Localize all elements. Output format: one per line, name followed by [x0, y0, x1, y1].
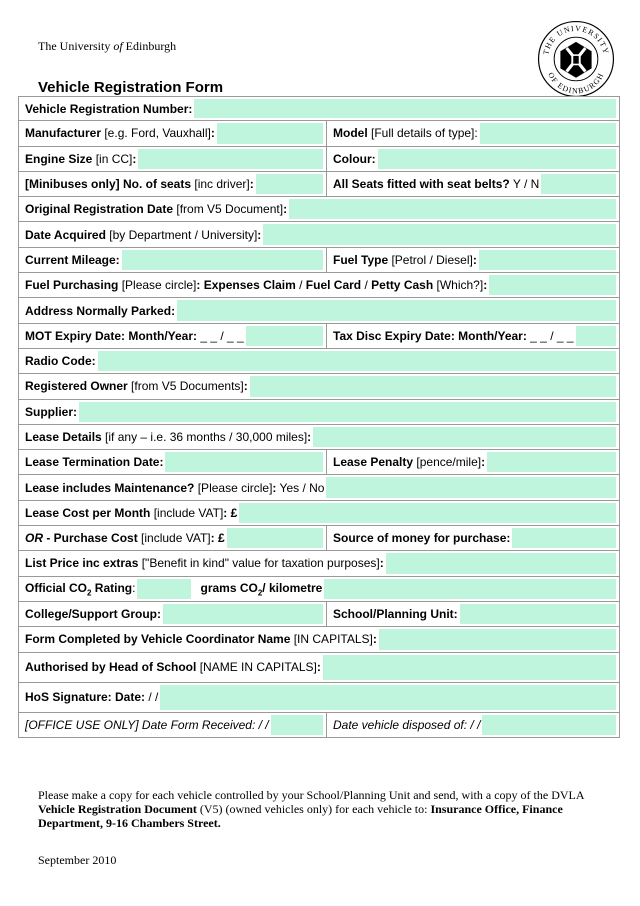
- row-engine: [18, 147, 620, 172]
- tax-disc-expiry-field[interactable]: [576, 326, 616, 346]
- university-seal-icon: [537, 20, 615, 98]
- vehicle-registration-form: [18, 96, 620, 738]
- row-supplier: [18, 400, 620, 425]
- row-co2: [18, 577, 620, 602]
- co2-rating-field[interactable]: [137, 579, 191, 599]
- label-hos-signature: HoS Signature: Date: / /: [25, 690, 159, 705]
- label-office-use: [OFFICE USE ONLY] Date Form Received: / /: [25, 717, 269, 732]
- label-model: Model [Full details of type]:: [333, 126, 478, 141]
- label-college: College/Support Group:: [25, 607, 161, 622]
- label-lease-penalty: Lease Penalty [pence/mile]:: [333, 455, 486, 470]
- mot-expiry-field[interactable]: [246, 326, 323, 346]
- row-lease-maintenance: [18, 475, 620, 500]
- label-lease-termination: Lease Termination Date:: [25, 455, 164, 470]
- registered-owner-field[interactable]: [250, 376, 616, 396]
- label-fuel-type: Fuel Type [Petrol / Diesel]:: [333, 252, 477, 267]
- row-lease-cost: [18, 501, 620, 526]
- label-manufacturer: Manufacturer [e.g. Ford, Vauxhall]:: [25, 126, 215, 141]
- label-lease-details: Lease Details [if any – i.e. 36 months / 30,000 miles]:: [25, 430, 312, 444]
- label-mileage: Current Mileage:: [25, 252, 120, 267]
- head-of-school-field[interactable]: [323, 655, 616, 680]
- lease-termination-field[interactable]: [165, 452, 323, 472]
- coordinator-name-field[interactable]: [379, 629, 616, 649]
- row-registered-owner: [18, 374, 620, 399]
- label-seats: [Minibuses only] No. of seats [inc driver]:: [25, 177, 254, 192]
- label-engine-size: Engine Size [in CC]:: [25, 151, 137, 166]
- engine-size-field[interactable]: [138, 149, 323, 169]
- label-coordinator: Form Completed by Vehicle Coordinator Name [IN CAPITALS]:: [25, 632, 377, 647]
- label-original-reg-date: Original Registration Date [from V5 Document]:: [25, 202, 288, 217]
- fuel-purchasing-field[interactable]: [489, 275, 616, 295]
- radio-code-field[interactable]: [98, 351, 616, 371]
- row-mileage: [18, 248, 620, 273]
- row-list-price: [18, 551, 620, 576]
- label-address: Address Normally Parked:: [25, 303, 176, 318]
- label-co2-rating: Official $CO_2$ Rating:: [25, 580, 136, 597]
- seats-field[interactable]: [256, 174, 323, 194]
- fuel-type-field[interactable]: [479, 250, 616, 270]
- row-seats: [18, 172, 620, 197]
- row-fuel-purchasing: [18, 273, 620, 298]
- label-list-price: List Price inc extras ["Benefit in kind" value for taxation purposes]:: [25, 556, 384, 571]
- label-date-disposed: Date vehicle disposed of: / /: [333, 717, 481, 732]
- seat-belts-field[interactable]: [541, 174, 616, 194]
- mileage-field[interactable]: [122, 250, 323, 270]
- supplier-field[interactable]: [79, 402, 616, 422]
- label-date-acquired: Date Acquired [by Department / University]:: [25, 227, 262, 242]
- label-mot-expiry: MOT Expiry Date: Month/Year: _ _ / _ _: [25, 328, 244, 343]
- lease-maintenance-field[interactable]: [326, 477, 616, 497]
- vehicle-reg-number-field[interactable]: [194, 99, 616, 118]
- co2-notes-field[interactable]: [324, 579, 616, 599]
- row-date-acquired: [18, 222, 620, 247]
- label-lease-maintenance: Lease includes Maintenance? [Please circle]: Yes / No: [25, 480, 325, 495]
- label-registered-owner: Registered Owner [from V5 Documents]:: [25, 379, 248, 394]
- label-supplier: Supplier:: [25, 404, 78, 419]
- purchase-cost-field[interactable]: [227, 528, 323, 548]
- row-coordinator: [18, 627, 620, 652]
- school-field[interactable]: [460, 604, 616, 624]
- label-purchase-cost: OR - Purchase Cost [include VAT]: £: [25, 531, 225, 546]
- label-radio-code: Radio Code:: [25, 354, 96, 369]
- college-field[interactable]: [163, 604, 323, 624]
- label-tax-disc-expiry: Tax Disc Expiry Date: Month/Year: _ _ / _ _: [333, 328, 574, 343]
- row-mot: [18, 324, 620, 349]
- form-title: Vehicle Registration Form: [38, 79, 224, 96]
- row-manufacturer: [18, 121, 620, 146]
- label-source-of-money: Source of money for purchase:: [333, 531, 511, 546]
- svg-text:OF EDINBURGH: OF EDINBURGH: [546, 70, 606, 96]
- label-reg-number: Vehicle Registration Number:: [25, 101, 193, 116]
- label-fuel-purchasing: Fuel Purchasing [Please circle]: Expenses Claim / Fuel Card / Petty Cash [Which?]:: [25, 278, 488, 293]
- address-field[interactable]: [177, 300, 616, 320]
- row-office-use: [18, 713, 620, 738]
- row-hos-signature: [18, 683, 620, 713]
- row-lease-termination: [18, 450, 620, 475]
- svg-text:THE UNIVERSITY: THE UNIVERSITY: [541, 23, 611, 56]
- row-original-reg-date: [18, 197, 620, 222]
- hos-signature-field[interactable]: [160, 685, 616, 710]
- instructions-note: Please make a copy for each vehicle controlled by your School/Planning Unit and send, with a copy of the DVLA Vehicle Registration Document (V5) (owned vehicles only) for each vehicle to: Insurance Office, Finance Department, 9-16 Chambers Street.: [38, 788, 584, 830]
- row-head-of-school: [18, 653, 620, 683]
- label-seat-belts: All Seats fitted with seat belts? Y / N: [333, 177, 540, 192]
- lease-penalty-field[interactable]: [487, 452, 616, 472]
- row-purchase-cost: [18, 526, 620, 551]
- source-of-money-field[interactable]: [512, 528, 616, 548]
- row-radio-code: [18, 349, 620, 374]
- row-college-school: [18, 602, 620, 627]
- university-name: The University of Edinburgh: [38, 39, 177, 53]
- label-colour: Colour:: [333, 151, 376, 166]
- date-acquired-field[interactable]: [263, 224, 616, 244]
- lease-details-field[interactable]: [313, 427, 616, 447]
- label-lease-cost: Lease Cost per Month [include VAT]: £: [25, 505, 238, 520]
- date-form-received-field[interactable]: [271, 715, 323, 735]
- row-lease-details: [18, 425, 620, 450]
- row-reg-number: [18, 96, 620, 121]
- date-disposed-field[interactable]: [482, 715, 616, 735]
- model-field[interactable]: [480, 123, 616, 143]
- original-reg-date-field[interactable]: [289, 199, 616, 219]
- manufacturer-field[interactable]: [217, 123, 323, 143]
- list-price-field[interactable]: [386, 553, 616, 573]
- lease-cost-field[interactable]: [239, 503, 616, 523]
- label-school: School/Planning Unit:: [333, 607, 458, 622]
- label-co2-unit: grams $CO_2/$ kilometre: [200, 580, 323, 597]
- colour-field[interactable]: [378, 149, 616, 169]
- row-address: [18, 298, 620, 323]
- label-head-of-school: Authorised by Head of School [NAME IN CAPITALS]:: [25, 660, 321, 675]
- form-date: September 2010: [38, 853, 117, 867]
